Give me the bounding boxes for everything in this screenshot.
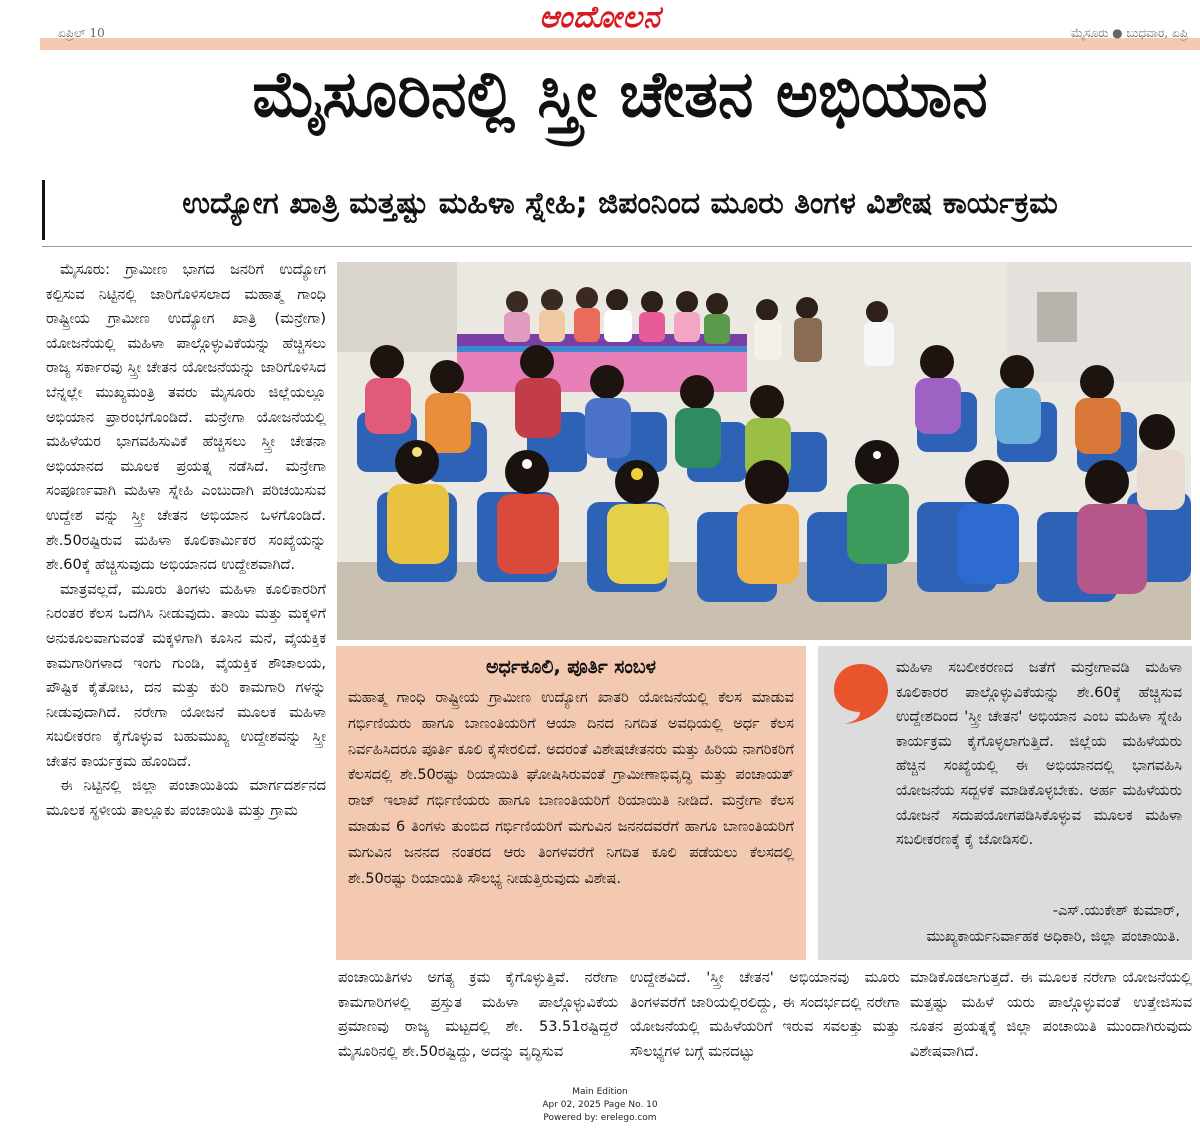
article-column-bottom-1: ಪಂಚಾಯಿತಿಗಳು ಅಗತ್ಯ ಕ್ರಮ ಕೈಗೊಳ್ಳುತ್ತಿವೆ. ನರೇಗಾ ಕಾಮಗಾರಿಗಳಲ್ಲಿ ಪ್ರಸ್ತುತ ಮಹಿಳಾ ಪಾಲ್ಗೊಳ್ಳುವಿಕೆಯ ಪ್ರಮಾಣವು ರಾಜ್ಯ ಮಟ್ಟದಲ್ಲಿ ಶೇ. 53.51ರಷ್ಟಿದ್ದರೆ ಮೈಸೂರಿನಲ್ಲಿ ಶೇ.50ರಷ್ಟಿದ್ದು, ಅದನ್ನು ವೃದ್ಧಿಸುವ — [338, 970, 618, 1060]
paragraph: ಮಾತ್ರವಲ್ಲದೆ, ಮೂರು ತಿಂಗಳು ಮಹಿಳಾ ಕೂಲಿಕಾರರಿಗೆ ನಿರಂತರ ಕೆಲಸ ಒದಗಿಸಿ ನೀಡುವುದು. ತಾಯಿ ಮತ್ತು ಮಕ್ಕಳಿಗೆ ಅನುಕೂಲವಾಗುವಂತೆ ಮಕ್ಕಳಿಗಾಗಿ ಕೂಸಿನ ಮನೆ, ವೈಯಕ್ತಿಕ ಕಾಮಗಾರಿಗಳಾದ ಇಂಗು ಗುಂಡಿ, ವೈಯಕ್ತಿಕ ಶೌಚಾಲಯ, ಪೌಷ್ಟಿಕ ಕೈತೋಟ, ದನ ಮತ್ತು ಕುರಿ ಕಾಮಗಾರಿ ಗಳನ್ನು ನೀಡುವುದಾಗಿದೆ. ನರೇಗಾ ಯೋಜನೆ ಮೂಲಕ ಮಹಿಳಾ ಸಬಲೀಕರಣ ಕೈಗೊಳ್ಳುವ ಬಹುಮುಖ್ಯ ಉದ್ದೇಶವನ್ನು ಸ್ತ್ರೀ ಚೇತನ ಕಾರ್ಯಕ್ರಮ ಹೊಂದಿದೆ. — [46, 581, 326, 770]
subheadline: ಉದ್ಯೋಗ ಖಾತ್ರಿ ಮತ್ತಷ್ಟು ಮಹಿಳಾ ಸ್ನೇಹಿ; ಜಿಪಂನಿಂದ ಮೂರು ತಿಂಗಳ ವಿಶೇಷ ಕಾರ್ಯಕ್ರಮ — [182, 186, 1058, 221]
sidebar-box-half-wage — [336, 646, 806, 960]
newspaper-logo: ಆಂದೋಲನ — [539, 0, 661, 35]
masthead-left-text: ಏಪ್ರಿಲ್ 10 — [58, 26, 105, 40]
footer-powered-by: Powered by: erelego.com — [543, 1113, 657, 1123]
footer-date-page: Apr 02, 2025 Page No. 10 — [542, 1100, 658, 1110]
quote-box — [818, 646, 1192, 960]
paragraph: ಮೈಸೂರು: ಗ್ರಾಮೀಣ ಭಾಗದ ಜನರಿಗೆ ಉದ್ಯೋಗ ಕಲ್ಪಿಸುವ ನಿಟ್ಟಿನಲ್ಲಿ ಜಾರಿಗೊಳಿಸಲಾದ ಮಹಾತ್ಮ ಗಾಂಧಿ ರಾಷ್ಟ್ರೀಯ ಗ್ರಾಮೀಣ ಉದ್ಯೋಗ ಖಾತ್ರಿ (ಮನ್ರೇಗಾ) ಯೋಜನೆಯಲ್ಲಿ ಮಹಿಳಾ ಪಾಲ್ಗೊಳ್ಳುವಿಕೆಯನ್ನು ಹೆಚ್ಚಿಸಲು ರಾಜ್ಯ ಸರ್ಕಾರವು ಸ್ತ್ರೀ ಚೇತನ ಯೋಜನೆಯನ್ನು ಜಾರಿಗೊಳಿಸಿದ ಬೆನ್ನಲ್ಲೇ ಮುಖ್ಯಮಂತ್ರಿ ತವರು ಮೈಸೂರು ಜಿಲ್ಲೆಯಲ್ಲೂ ಅಭಿಯಾನ ಪ್ರಾರಂಭಗೊಂಡಿದೆ. ಮನ್ರೇಗಾ ಯೋಜನೆಯಲ್ಲಿ ಮಹಿಳೆಯರ ಭಾಗವಹಿಸುವಿಕೆ ಹೆಚ್ಚಿಸಲು ಸ್ತ್ರೀ ಚೇತನಾ ಅಭಿಯಾನದ ಮೂಲಕ ಪ್ರಯತ್ನ ನಡೆಸಿದೆ. ಮನ್ರೇಗಾ ಸಂಪೂರ್ಣವಾಗಿ ಮಹಿಳಾ ಸ್ನೇಹಿ ಎಂಬುದಾಗಿ ಪರಿಚಯಿಸುವ ಉದ್ದೇಶ ವನ್ನು ಸ್ತ್ರೀ ಚೇತನ ಅಭಿಯಾನ ಒಳಗೊಂಡಿದೆ. ಶೇ.50ರಷ್ಟಿರುವ ಮಹಿಳಾ ಕೂಲಿಕಾರ್ಮಿಕರ ಸಂಖ್ಯೆಯನ್ನು ಶೇ.60ಕ್ಕೆ ಹೆಚ್ಚಿಸುವುದು ಅಭಿಯಾನದ ಉದ್ದೇಶವಾಗಿದೆ. — [46, 262, 326, 574]
page-footer — [0, 1086, 1200, 1125]
divider — [42, 246, 1192, 247]
attribution-title: ಮುಖ್ಯಕಾರ್ಯನಿರ್ವಾಹಕ ಅಧಿಕಾರಿ, ಜಿಲ್ಲಾ ಪಂಚಾಯಿತಿ. — [926, 929, 1180, 945]
article-column-bottom-2: ಉದ್ದೇಶವಿದೆ. 'ಸ್ತ್ರೀ ಚೇತನ' ಅಭಿಯಾನವು ಮೂರು ತಿಂಗಳವರೆಗೆ ಜಾರಿಯಲ್ಲಿರಲಿದ್ದು, ಈ ಸಂದರ್ಭದಲ್ಲಿ ನರೇಗಾ ಯೋಜನೆಯಲ್ಲಿ ಮಹಿಳೆಯರಿಗೆ ಇರುವ ಸವಲತ್ತು ಮತ್ತು ಸೌಲಭ್ಯಗಳ ಬಗ್ಗೆ ಮನದಟ್ಟು — [630, 970, 900, 1060]
masthead-strip — [40, 38, 1200, 50]
quote-attribution — [927, 898, 1180, 950]
masthead-right-text: ಮೈಸೂರು ● ಬುಧವಾರ, ಏಪ್ರಿ — [1070, 26, 1188, 40]
sidebar-title: ಅರ್ಧಕೂಲಿ, ಪೂರ್ತಿ ಸಂಬಳ — [486, 656, 656, 678]
footer-edition: Main Edition — [572, 1087, 628, 1097]
article-column-1 — [46, 258, 326, 824]
headline: ಮೈಸೂರಿನಲ್ಲಿ ಸ್ತ್ರೀ ಚೇತನ ಅಭಿಯಾನ — [252, 58, 988, 132]
photo-illustration — [337, 262, 1191, 640]
article-column-bottom-3: ಮಾಡಿಕೊಡಲಾಗುತ್ತದೆ. ಈ ಮೂಲಕ ನರೇಗಾ ಯೋಜನೆಯಲ್ಲಿ ಮತ್ತಷ್ಟು ಮಹಿಳೆ ಯರು ಪಾಲ್ಗೊಳ್ಳುವಂತೆ ಉತ್ತೇಜಿಸುವ ನೂತನ ಪ್ರಯತ್ನಕ್ಕೆ ಜಿಲ್ಲಾ ಪಂಚಾಯಿತಿ ಮುಂದಾಗಿರುವುದು ವಿಶೇಷವಾಗಿದೆ. — [910, 970, 1192, 1060]
meeting-photo — [337, 262, 1191, 640]
sidebar-body: ಮಹಾತ್ಮ ಗಾಂಧಿ ರಾಷ್ಟ್ರೀಯ ಗ್ರಾಮೀಣ ಉದ್ಯೋಗ ಖಾತರಿ ಯೋಜನೆಯಲ್ಲಿ ಕೆಲಸ ಮಾಡುವ ಗರ್ಭಿಣಿಯರು ಹಾಗೂ ಬಾಣಂತಿಯರಿಗೆ ಆಯಾ ದಿನದ ನಿಗದಿತ ಅವಧಿಯಲ್ಲಿ ಅರ್ಧ ಕೆಲಸ ನಿರ್ವಹಿಸಿದರೂ ಪೂರ್ತಿ ಕೂಲಿ ಕೈಸೇರಲಿದೆ. ಅದರಂತೆ ವಿಶೇಷಚೇತನರು ಮತ್ತು ಹಿರಿಯ ನಾಗರಿಕರಿಗೆ ಕೆಲಸದಲ್ಲಿ ಶೇ.50ರಷ್ಟು ರಿಯಾಯಿತಿ ಘೋಷಿಸಿರುವಂತೆ ಗ್ರಾಮೀಣಾಭಿವೃದ್ಧಿ ಮತ್ತು ಪಂಚಾಯತ್ ರಾಜ್ ಇಲಾಖೆ ಗರ್ಭಿಣಿಯರು ಹಾಗೂ ಬಾಣಂತಿಯರಿಗೆ ರಿಯಾಯಿತಿ ನೀಡಿದೆ. ಮನ್ರೇಗಾ ಕೆಲಸ ಮಾಡುವ 6 ತಿಂಗಳು ತುಂಬಿದ ಗರ್ಭಿಣಿಯರಿಗೆ ಮಗುವಿನ ಜನನದವರೆಗೆ ಹಾಗೂ ಬಾಣಂತಿಯರಿಗೆ ಮಗುವಿನ ಜನನದ ನಂತರದ ಆರು ತಿಂಗಳವರೆಗೆ ನಿಗದಿತ ಕೂಲಿ ಪಡೆಯಲು ಕೆಲಸದಲ್ಲಿ ಶೇ.50ರಷ್ಟು ರಿಯಾಯಿತಿ ಸೌಲಭ್ಯ ನೀಡುತ್ತಿರುವುದು ವಿಶೇಷ. — [348, 690, 794, 887]
quote-text: ಮಹಿಳಾ ಸಬಲೀಕರಣದ ಜತೆಗೆ ಮನ್ರೇಗಾವಡಿ ಮಹಿಳಾ ಕೂಲಿಕಾರರ ಪಾಲ್ಗೊಳ್ಳುವಿಕೆಯನ್ನು ಶೇ.60ಕ್ಕೆ ಹೆಚ್ಚಿಸುವ ಉದ್ದೇಶದಿಂದ 'ಸ್ತ್ರೀ ಚೇತನ' ಅಭಿಯಾನ ಎಂಬ ಮಹಿಳಾ ಸ್ನೇಹಿ ಕಾರ್ಯಕ್ರಮ ಕೈಗೊಳ್ಳಲಾಗುತ್ತಿದೆ. ಜಿಲ್ಲೆಯ ಮಹಿಳೆಯರು ಹೆಚ್ಚಿನ ಸಂಖ್ಯೆಯಲ್ಲಿ ಈ ಅಭಿಯಾನದಲ್ಲಿ ಭಾಗವಹಿಸಿ ಯೋಜನೆಯ ಸದ್ಬಳಕೆ ಮಾಡಿಕೊಳ್ಳಬೇಕು. ಅರ್ಹ ಮಹಿಳೆಯರು ಯೋಜನೆ ಸದುಪಯೋಗಪಡಿಸಿಕೊಳ್ಳುವ ಮೂಲಕ ಮಹಿಳಾ ಸಬಲೀಕರಣಕ್ಕೆ ಕೈ ಜೋಡಿಸಲಿ. — [896, 660, 1182, 849]
attribution-name: -ಎಸ್.ಯುಕೇಶ್ ಕುಮಾರ್, — [1052, 903, 1180, 919]
paragraph: ಈ ನಿಟ್ಟಿನಲ್ಲಿ ಜಿಲ್ಲಾ ಪಂಚಾಯಿತಿಯ ಮಾರ್ಗದರ್ಶನದ ಮೂಲಕ ಸ್ಥಳೀಯ ತಾಲ್ಲೂಕು ಪಂಚಾಯಿತಿ ಮತ್ತು ಗ್ರಾಮ — [46, 778, 326, 820]
quote-mark-icon — [830, 660, 892, 724]
